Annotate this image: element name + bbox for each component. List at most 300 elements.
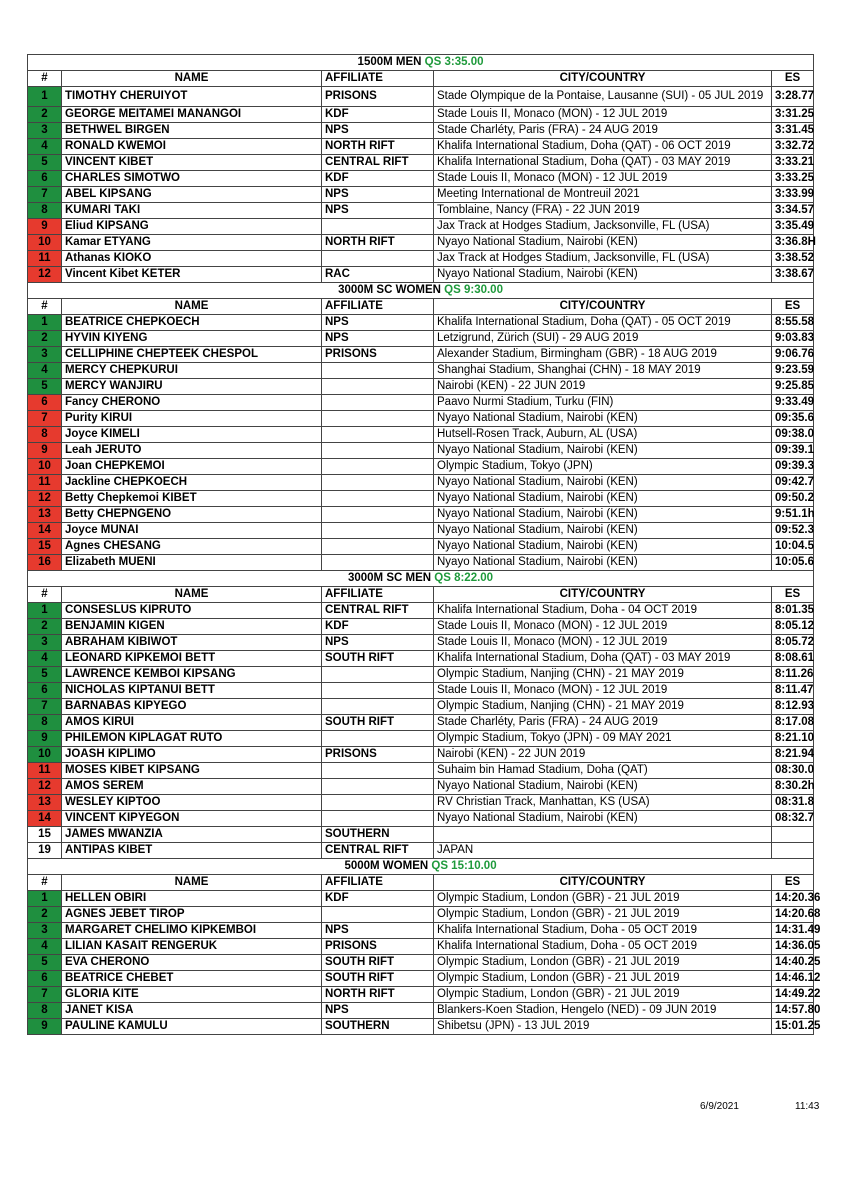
athlete-row (28, 251, 814, 267)
entry-standard-time: 9:23.59 (772, 363, 814, 379)
athlete-name: Elizabeth MUENI (62, 555, 322, 571)
athlete-affiliate (322, 443, 434, 459)
athlete-row (28, 1003, 814, 1019)
entry-standard-time: 14:57.80 (772, 1003, 814, 1019)
venue-city-country: Olympic Stadium, London (GBR) - 21 JUL 2019 (434, 971, 772, 987)
venue-city-country: Nyayo National Stadium, Nairobi (KEN) (434, 555, 772, 571)
athlete-row (28, 939, 814, 955)
athlete-row (28, 843, 814, 859)
athlete-name: Kamar ETYANG (62, 235, 322, 251)
athlete-name: CELLIPHINE CHEPTEEK CHESPOL (62, 347, 322, 363)
athlete-name: MOSES KIBET KIPSANG (62, 763, 322, 779)
entry-standard-time: 3:28.77 (772, 87, 814, 107)
column-header-row (28, 299, 814, 315)
entry-standard-time: 09:35.6 (772, 411, 814, 427)
results-table-body (28, 55, 821, 1035)
athlete-row (28, 235, 814, 251)
athlete-affiliate (322, 507, 434, 523)
column-header-num: # (28, 299, 62, 315)
athlete-affiliate (322, 491, 434, 507)
athlete-affiliate (322, 219, 434, 235)
venue-city-country: Olympic Stadium, London (GBR) - 21 JUL 2019 (434, 891, 772, 907)
athlete-name: PAULINE KAMULU (62, 1019, 322, 1035)
column-header-es: ES (772, 587, 814, 603)
venue-city-country: Khalifa International Stadium, Doha (QAT) - 05 OCT 2019 (434, 315, 772, 331)
athlete-affiliate: KDF (322, 619, 434, 635)
athlete-affiliate (322, 459, 434, 475)
column-header-name: NAME (62, 71, 322, 87)
athlete-row (28, 107, 814, 123)
athlete-row (28, 619, 814, 635)
venue-city-country: Khalifa International Stadium, Doha (QAT) - 03 MAY 2019 (434, 155, 772, 171)
athlete-name: LAWRENCE KEMBOI KIPSANG (62, 667, 322, 683)
athlete-affiliate: SOUTH RIFT (322, 955, 434, 971)
qualifying-standard: QS 8:22.00 (434, 572, 494, 584)
venue-city-country: Olympic Stadium, Tokyo (JPN) - 09 MAY 2021 (434, 731, 772, 747)
entry-standard-time: 8:21.10 (772, 731, 814, 747)
athlete-name: NICHOLAS KIPTANUI BETT (62, 683, 322, 699)
entry-standard-time (772, 827, 814, 843)
athlete-name: AMOS SEREM (62, 779, 322, 795)
section-title-cell (28, 859, 814, 875)
column-header-row (28, 71, 814, 87)
athlete-row (28, 523, 814, 539)
athlete-row (28, 347, 814, 363)
athlete-affiliate (322, 811, 434, 827)
rank-number: 9 (28, 1019, 62, 1035)
athlete-name: Agnes CHESANG (62, 539, 322, 555)
entry-standard-time: 14:36.05 (772, 939, 814, 955)
rank-number: 2 (28, 619, 62, 635)
column-header-name: NAME (62, 299, 322, 315)
athlete-row (28, 811, 814, 827)
entry-standard-time: 14:31.49 (772, 923, 814, 939)
athlete-row (28, 443, 814, 459)
entry-standard-time: 8:21.94 (772, 747, 814, 763)
entry-standard-time: 3:34.57 (772, 203, 814, 219)
rank-number: 4 (28, 939, 62, 955)
athlete-row (28, 187, 814, 203)
rank-number: 6 (28, 971, 62, 987)
venue-city-country: Nyayo National Stadium, Nairobi (KEN) (434, 779, 772, 795)
athlete-row (28, 123, 814, 139)
rank-number: 14 (28, 523, 62, 539)
athlete-row (28, 683, 814, 699)
athlete-affiliate: NPS (322, 315, 434, 331)
entry-standard-time (772, 843, 814, 859)
entry-standard-time: 08:31.8 (772, 795, 814, 811)
entry-standard-time: 14:49.22 (772, 987, 814, 1003)
rank-number: 5 (28, 379, 62, 395)
athlete-row (28, 1019, 814, 1035)
section-title: 1500M MEN (357, 56, 422, 68)
column-header-city: CITY/COUNTRY (434, 587, 772, 603)
rank-number: 1 (28, 603, 62, 619)
venue-city-country: Olympic Stadium, London (GBR) - 21 JUL 2019 (434, 987, 772, 1003)
venue-city-country: Khalifa International Stadium, Doha - 05 OCT 2019 (434, 939, 772, 955)
athlete-row (28, 475, 814, 491)
venue-city-country: Alexander Stadium, Birmingham (GBR) - 18 AUG 2019 (434, 347, 772, 363)
entry-standard-time: 9:25.85 (772, 379, 814, 395)
athlete-row (28, 827, 814, 843)
rank-number: 3 (28, 923, 62, 939)
venue-city-country: Nyayo National Stadium, Nairobi (KEN) (434, 491, 772, 507)
athlete-affiliate: SOUTHERN (322, 1019, 434, 1035)
athlete-affiliate: SOUTH RIFT (322, 971, 434, 987)
athlete-row (28, 971, 814, 987)
athlete-name: Joyce KIMELI (62, 427, 322, 443)
rank-number: 5 (28, 155, 62, 171)
results-sheet (27, 54, 821, 1035)
athlete-row (28, 267, 814, 283)
rank-number: 7 (28, 987, 62, 1003)
rank-number: 6 (28, 683, 62, 699)
athlete-affiliate: SOUTH RIFT (322, 715, 434, 731)
rank-number: 16 (28, 555, 62, 571)
column-header-affiliate: AFFILIATE (322, 71, 434, 87)
rank-number: 1 (28, 891, 62, 907)
athlete-row (28, 635, 814, 651)
rank-number: 1 (28, 315, 62, 331)
rank-number: 19 (28, 843, 62, 859)
rank-number: 7 (28, 699, 62, 715)
entry-standard-time: 09:39.1 (772, 443, 814, 459)
venue-city-country: Shibetsu (JPN) - 13 JUL 2019 (434, 1019, 772, 1035)
entry-standard-time: 3:33.25 (772, 171, 814, 187)
venue-city-country: Meeting International de Montreuil 2021 (434, 187, 772, 203)
rank-number: 8 (28, 715, 62, 731)
rank-number: 12 (28, 267, 62, 283)
entry-standard-time: 8:17.08 (772, 715, 814, 731)
entry-standard-time: 3:38.52 (772, 251, 814, 267)
venue-city-country: Jax Track at Hodges Stadium, Jacksonville, FL (USA) (434, 251, 772, 267)
venue-city-country: Nyayo National Stadium, Nairobi (KEN) (434, 475, 772, 491)
rank-number: 12 (28, 491, 62, 507)
column-header-row (28, 587, 814, 603)
athlete-row (28, 699, 814, 715)
qualifying-standard: QS 3:35.00 (424, 56, 484, 68)
rank-number: 11 (28, 251, 62, 267)
athlete-row (28, 795, 814, 811)
athlete-affiliate: NPS (322, 1003, 434, 1019)
athlete-name: GEORGE MEITAMEI MANANGOI (62, 107, 322, 123)
athlete-row (28, 891, 814, 907)
column-header-affiliate: AFFILIATE (322, 587, 434, 603)
column-header-es: ES (772, 71, 814, 87)
entry-standard-time: 15:01.25 (772, 1019, 814, 1035)
section-title-cell (28, 283, 814, 299)
entry-standard-time: 8:08.61 (772, 651, 814, 667)
athlete-affiliate (322, 763, 434, 779)
venue-city-country: Khalifa International Stadium, Doha (QAT) - 03 MAY 2019 (434, 651, 772, 667)
entry-standard-time: 3:31.25 (772, 107, 814, 123)
section-title: 5000M WOMEN (344, 860, 429, 872)
venue-city-country: Stade Charléty, Paris (FRA) - 24 AUG 2019 (434, 715, 772, 731)
rank-number: 3 (28, 635, 62, 651)
venue-city-country: Nyayo National Stadium, Nairobi (KEN) (434, 411, 772, 427)
venue-city-country: Olympic Stadium, London (GBR) - 21 JUL 2019 (434, 955, 772, 971)
venue-city-country: RV Christian Track, Manhattan, KS (USA) (434, 795, 772, 811)
section-title-cell (28, 55, 814, 71)
athlete-name: VINCENT KIPYEGON (62, 811, 322, 827)
athlete-name: ABEL KIPSANG (62, 187, 322, 203)
athlete-affiliate (322, 251, 434, 267)
athlete-name: HYVIN KIYENG (62, 331, 322, 347)
rank-number: 2 (28, 107, 62, 123)
venue-city-country: Stade Louis II, Monaco (MON) - 12 JUL 2019 (434, 107, 772, 123)
venue-city-country: Jax Track at Hodges Stadium, Jacksonville, FL (USA) (434, 219, 772, 235)
rank-number: 2 (28, 331, 62, 347)
athlete-row (28, 667, 814, 683)
rank-number: 8 (28, 427, 62, 443)
athlete-affiliate (322, 555, 434, 571)
athlete-name: RONALD KWEMOI (62, 139, 322, 155)
venue-city-country: Nyayo National Stadium, Nairobi (KEN) (434, 539, 772, 555)
athlete-name: Athanas KIOKO (62, 251, 322, 267)
athlete-row (28, 539, 814, 555)
venue-city-country: Paavo Nurmi Stadium, Turku (FIN) (434, 395, 772, 411)
venue-city-country: Khalifa International Stadium, Doha - 04 OCT 2019 (434, 603, 772, 619)
rank-number: 9 (28, 731, 62, 747)
entry-standard-time: 3:33.99 (772, 187, 814, 203)
athlete-row (28, 555, 814, 571)
rank-number: 10 (28, 747, 62, 763)
athlete-name: ABRAHAM KIBIWOT (62, 635, 322, 651)
column-header-es: ES (772, 299, 814, 315)
rank-number: 11 (28, 475, 62, 491)
athlete-row (28, 651, 814, 667)
footer-date: 6/9/2021 (700, 1101, 739, 1112)
athlete-affiliate: RAC (322, 267, 434, 283)
venue-city-country: Hutsell-Rosen Track, Auburn, AL (USA) (434, 427, 772, 443)
athlete-affiliate (322, 539, 434, 555)
venue-city-country: Nyayo National Stadium, Nairobi (KEN) (434, 267, 772, 283)
athlete-name: Betty CHEPNGENO (62, 507, 322, 523)
athlete-affiliate: PRISONS (322, 87, 434, 107)
venue-city-country: Olympic Stadium, Tokyo (JPN) (434, 459, 772, 475)
rank-number: 4 (28, 363, 62, 379)
athlete-affiliate: CENTRAL RIFT (322, 843, 434, 859)
entry-standard-time: 08:30.0 (772, 763, 814, 779)
entry-standard-time: 3:31.45 (772, 123, 814, 139)
athlete-row (28, 363, 814, 379)
athlete-affiliate: NPS (322, 923, 434, 939)
rank-number: 10 (28, 459, 62, 475)
rank-number: 5 (28, 955, 62, 971)
section-title-cell (28, 571, 814, 587)
athlete-row (28, 395, 814, 411)
athlete-row (28, 203, 814, 219)
athlete-row (28, 603, 814, 619)
athlete-name: Joyce MUNAI (62, 523, 322, 539)
athlete-affiliate: KDF (322, 891, 434, 907)
venue-city-country (434, 827, 772, 843)
athlete-row (28, 731, 814, 747)
athlete-row (28, 171, 814, 187)
athlete-name: Fancy CHERONO (62, 395, 322, 411)
athlete-row (28, 747, 814, 763)
athlete-name: Leah JERUTO (62, 443, 322, 459)
entry-standard-time: 8:05.12 (772, 619, 814, 635)
athlete-name: AGNES JEBET TIROP (62, 907, 322, 923)
venue-city-country: Nyayo National Stadium, Nairobi (KEN) (434, 235, 772, 251)
athlete-affiliate: NPS (322, 203, 434, 219)
athlete-name: CHARLES SIMOTWO (62, 171, 322, 187)
athlete-name: LEONARD KIPKEMOI BETT (62, 651, 322, 667)
column-header-num: # (28, 71, 62, 87)
athlete-row (28, 219, 814, 235)
venue-city-country: Stade Louis II, Monaco (MON) - 12 JUL 2019 (434, 635, 772, 651)
athlete-affiliate: SOUTHERN (322, 827, 434, 843)
athlete-row (28, 715, 814, 731)
athlete-name: CONSESLUS KIPRUTO (62, 603, 322, 619)
venue-city-country: Stade Louis II, Monaco (MON) - 12 JUL 2019 (434, 171, 772, 187)
entry-standard-time: 8:01.35 (772, 603, 814, 619)
entry-standard-time: 8:12.93 (772, 699, 814, 715)
athlete-name: Jackline CHEPKOECH (62, 475, 322, 491)
entry-standard-time: 3:33.21 (772, 155, 814, 171)
rank-number: 10 (28, 235, 62, 251)
column-header-city: CITY/COUNTRY (434, 299, 772, 315)
entry-standard-time: 09:52.3 (772, 523, 814, 539)
athlete-name: JANET KISA (62, 1003, 322, 1019)
entry-standard-time: 8:30.2h (772, 779, 814, 795)
athlete-name: BEATRICE CHEBET (62, 971, 322, 987)
venue-city-country: Shanghai Stadium, Shanghai (CHN) - 18 MAY 2019 (434, 363, 772, 379)
athlete-row (28, 411, 814, 427)
athlete-affiliate: NORTH RIFT (322, 139, 434, 155)
section-title-row (28, 55, 814, 71)
athlete-affiliate: NORTH RIFT (322, 987, 434, 1003)
venue-city-country: JAPAN (434, 843, 772, 859)
venue-city-country: Stade Olympique de la Pontaise, Lausanne (SUI) - 05 JUL 2019 (434, 87, 772, 107)
entry-standard-time: 9:33.49 (772, 395, 814, 411)
athlete-affiliate: CENTRAL RIFT (322, 603, 434, 619)
athlete-row (28, 491, 814, 507)
venue-city-country: Nyayo National Stadium, Nairobi (KEN) (434, 811, 772, 827)
athlete-name: JAMES MWANZIA (62, 827, 322, 843)
rank-number: 9 (28, 443, 62, 459)
athlete-name: LILIAN KASAIT RENGERUK (62, 939, 322, 955)
venue-city-country: Letzigrund, Zürich (SUI) - 29 AUG 2019 (434, 331, 772, 347)
athlete-affiliate (322, 667, 434, 683)
athlete-name: Eliud KIPSANG (62, 219, 322, 235)
section-title: 3000M SC MEN (347, 572, 432, 584)
entry-standard-time: 09:39.3 (772, 459, 814, 475)
venue-city-country: Tomblaine, Nancy (FRA) - 22 JUN 2019 (434, 203, 772, 219)
entry-standard-time: 10:05.6 (772, 555, 814, 571)
entry-standard-time: 09:42.7 (772, 475, 814, 491)
athlete-name: Betty Chepkemoi KIBET (62, 491, 322, 507)
athlete-affiliate: KDF (322, 171, 434, 187)
rank-number: 14 (28, 811, 62, 827)
athlete-row (28, 427, 814, 443)
section-title: 3000M SC WOMEN (338, 284, 441, 296)
rank-number: 7 (28, 187, 62, 203)
entry-standard-time: 8:05.72 (772, 635, 814, 651)
rank-number: 11 (28, 763, 62, 779)
athlete-row (28, 331, 814, 347)
rank-number: 15 (28, 539, 62, 555)
rank-number: 1 (28, 87, 62, 107)
athlete-name: VINCENT KIBET (62, 155, 322, 171)
qualifying-standard: QS 9:30.00 (444, 284, 503, 296)
rank-number: 13 (28, 795, 62, 811)
athlete-affiliate (322, 523, 434, 539)
athlete-name: BARNABAS KIPYEGO (62, 699, 322, 715)
column-header-city: CITY/COUNTRY (434, 71, 772, 87)
athlete-affiliate: NPS (322, 187, 434, 203)
rank-number: 15 (28, 827, 62, 843)
rank-number: 5 (28, 667, 62, 683)
athlete-name: Vincent Kibet KETER (62, 267, 322, 283)
venue-city-country: Nyayo National Stadium, Nairobi (KEN) (434, 443, 772, 459)
athlete-name: AMOS KIRUI (62, 715, 322, 731)
athlete-affiliate (322, 475, 434, 491)
column-header-name: NAME (62, 875, 322, 891)
athlete-affiliate: PRISONS (322, 347, 434, 363)
athlete-row (28, 87, 814, 107)
athlete-row (28, 139, 814, 155)
athlete-row (28, 507, 814, 523)
venue-city-country: Nairobi (KEN) - 22 JUN 2019 (434, 379, 772, 395)
athlete-name: TIMOTHY CHERUIYOT (62, 87, 322, 107)
section-title-row (28, 859, 814, 875)
rank-number: 3 (28, 347, 62, 363)
rank-number: 9 (28, 219, 62, 235)
footer-time: 11:43 (795, 1101, 820, 1112)
athlete-name: MERCY CHEPKURUI (62, 363, 322, 379)
athlete-row (28, 779, 814, 795)
rank-number: 4 (28, 651, 62, 667)
venue-city-country: Blankers-Koen Stadion, Hengelo (NED) - 09 JUN 2019 (434, 1003, 772, 1019)
venue-city-country: Nyayo National Stadium, Nairobi (KEN) (434, 523, 772, 539)
athlete-affiliate (322, 411, 434, 427)
venue-city-country: Nairobi (KEN) - 22 JUN 2019 (434, 747, 772, 763)
entry-standard-time: 3:32.72 (772, 139, 814, 155)
column-header-es: ES (772, 875, 814, 891)
column-header-affiliate: AFFILIATE (322, 875, 434, 891)
column-header-num: # (28, 875, 62, 891)
rank-number: 8 (28, 203, 62, 219)
venue-city-country: Suhaim bin Hamad Stadium, Doha (QAT) (434, 763, 772, 779)
athlete-row (28, 923, 814, 939)
athlete-affiliate: CENTRAL RIFT (322, 155, 434, 171)
entry-standard-time: 8:11.47 (772, 683, 814, 699)
rank-number: 13 (28, 507, 62, 523)
athlete-affiliate (322, 795, 434, 811)
column-header-name: NAME (62, 587, 322, 603)
section-title-row (28, 571, 814, 587)
athlete-name: BENJAMIN KIGEN (62, 619, 322, 635)
venue-city-country: Khalifa International Stadium, Doha - 05 OCT 2019 (434, 923, 772, 939)
athlete-name: ANTIPAS KIBET (62, 843, 322, 859)
entry-standard-time: 3:36.8H (772, 235, 814, 251)
athlete-affiliate: NORTH RIFT (322, 235, 434, 251)
venue-city-country: Olympic Stadium, London (GBR) - 21 JUL 2019 (434, 907, 772, 923)
athlete-name: BEATRICE CHEPKOECH (62, 315, 322, 331)
athlete-name: JOASH KIPLIMO (62, 747, 322, 763)
entry-standard-time: 09:50.2 (772, 491, 814, 507)
entry-standard-time: 08:32.7 (772, 811, 814, 827)
entry-standard-time: 14:40.25 (772, 955, 814, 971)
athlete-affiliate (322, 683, 434, 699)
athlete-affiliate: NPS (322, 635, 434, 651)
rank-number: 12 (28, 779, 62, 795)
venue-city-country: Olympic Stadium, Nanjing (CHN) - 21 MAY 2019 (434, 699, 772, 715)
entry-standard-time: 9:51.1h (772, 507, 814, 523)
rank-number: 4 (28, 139, 62, 155)
